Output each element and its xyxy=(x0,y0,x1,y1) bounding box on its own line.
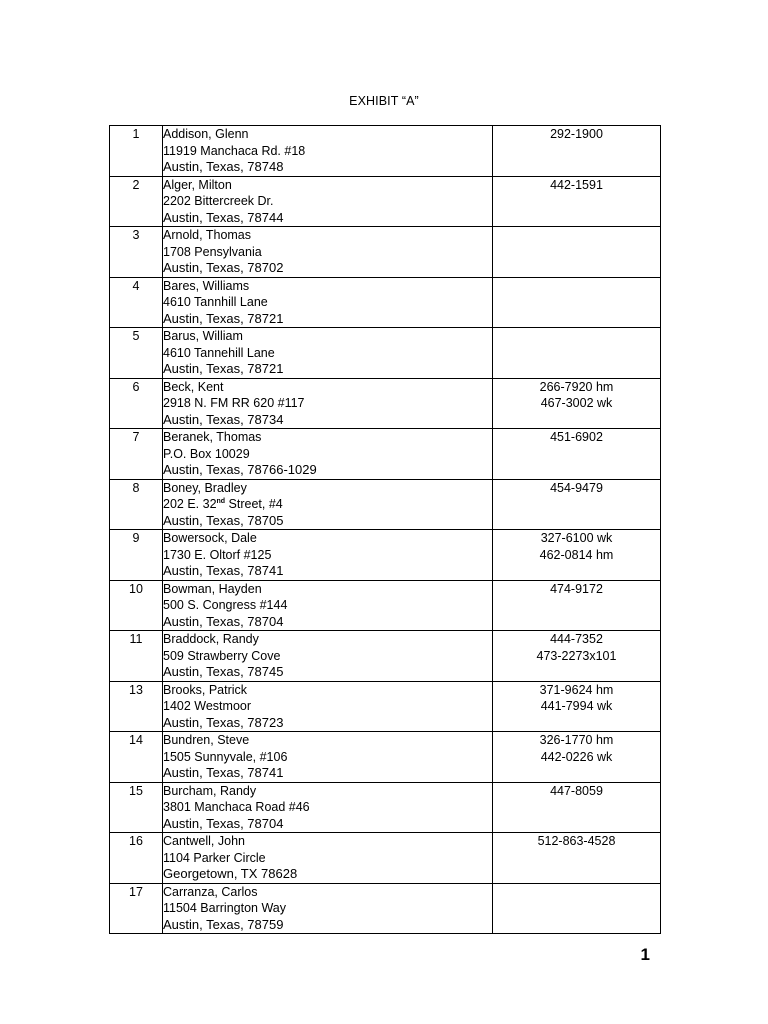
contact-city: Austin, Texas, 78744 xyxy=(163,209,284,225)
row-number: 13 xyxy=(110,681,163,732)
contact-address: 1402 Westmoor xyxy=(163,699,252,713)
exhibit-table-body xyxy=(110,126,661,934)
phone-cell xyxy=(493,631,661,682)
phone-number: 467-3002 wk xyxy=(540,396,613,410)
phone-cell xyxy=(493,732,661,783)
phone-cell xyxy=(493,429,661,480)
contact-info-cell xyxy=(163,732,493,783)
contact-info-cell xyxy=(163,883,493,934)
contact-city: Austin, Texas, 78721 xyxy=(163,310,284,326)
contact-name: Bowersock, Dale xyxy=(163,531,257,545)
phone-number: 447-8059 xyxy=(550,783,603,798)
table-row xyxy=(110,378,661,429)
contact-name: Bares, Williams xyxy=(163,278,250,293)
contact-city: Austin, Texas, 78766-1029 xyxy=(163,462,317,477)
phone-cell xyxy=(493,883,661,934)
contact-address: P.O. Box 10029 xyxy=(163,446,250,461)
phone-cell xyxy=(493,833,661,884)
row-number: 11 xyxy=(110,631,163,682)
phone-number: 454-9479 xyxy=(550,480,603,495)
table-row xyxy=(110,530,661,581)
contact-info-cell xyxy=(163,176,493,227)
exhibit-title: EXHIBIT “A” xyxy=(349,94,419,108)
contact-info-cell xyxy=(163,530,493,581)
contact-address xyxy=(163,496,492,513)
contact-info-cell xyxy=(163,580,493,631)
phone-number: 474-9172 xyxy=(550,581,603,596)
phone-cell xyxy=(493,782,661,833)
contact-address: 11919 Manchaca Rd. #18 xyxy=(163,143,306,158)
row-number: 3 xyxy=(110,227,163,278)
phone-cell xyxy=(493,378,661,429)
contact-address: 3801 Manchaca Road #46 xyxy=(163,800,310,814)
contact-city: Georgetown, TX 78628 xyxy=(163,866,298,881)
phone-number: 442-0226 wk xyxy=(540,749,613,764)
contact-info-cell xyxy=(163,782,493,833)
contact-name: Burcham, Randy xyxy=(163,783,257,798)
contact-city: Austin, Texas, 78721 xyxy=(163,361,284,376)
phone-cell xyxy=(493,227,661,278)
contact-info-cell xyxy=(163,227,493,278)
row-number: 16 xyxy=(110,833,163,884)
contact-name: Alger, Milton xyxy=(163,177,232,192)
phone-number: 327-6100 wk xyxy=(540,531,613,545)
table-row xyxy=(110,277,661,328)
contact-city: Austin, Texas, 78704 xyxy=(163,815,284,831)
phone-cell xyxy=(493,328,661,379)
table-row xyxy=(110,479,661,530)
contact-info-cell xyxy=(163,833,493,884)
contact-info-cell xyxy=(163,681,493,732)
contact-info-cell xyxy=(163,479,493,530)
phone-number: 326-1770 hm xyxy=(539,733,614,747)
contact-address: 1730 E. Oltorf #125 xyxy=(163,547,272,562)
contact-info-cell xyxy=(163,126,493,177)
phone-number: 441-7994 wk xyxy=(540,699,613,713)
phone-cell xyxy=(493,580,661,631)
contact-name: Boney, Bradley xyxy=(163,480,247,495)
contact-address: 1505 Sunnyvale, #106 xyxy=(163,749,288,764)
contact-name: Arnold, Thomas xyxy=(163,228,252,242)
contact-info-cell xyxy=(163,328,493,379)
contact-name: Carranza, Carlos xyxy=(163,884,258,899)
contact-info-cell xyxy=(163,631,493,682)
contact-city: Austin, Texas, 78748 xyxy=(163,159,284,174)
phone-number: 292-1900 xyxy=(550,127,603,141)
phone-cell xyxy=(493,530,661,581)
contact-address: 2202 Bittercreek Dr. xyxy=(163,194,274,208)
row-number: 9 xyxy=(110,530,163,581)
table-row xyxy=(110,883,661,934)
row-number: 10 xyxy=(110,580,163,631)
table-row xyxy=(110,681,661,732)
row-number: 4 xyxy=(110,277,163,328)
contact-address: 4610 Tannehill Lane xyxy=(163,345,275,360)
contact-name: Barus, William xyxy=(163,329,243,343)
contact-address: 1104 Parker Circle xyxy=(163,850,266,865)
contact-city: Austin, Texas, 78705 xyxy=(163,512,284,528)
contact-address: 1708 Pensylvania xyxy=(163,244,262,259)
contact-address: 4610 Tannhill Lane xyxy=(163,295,268,309)
contact-info-cell xyxy=(163,429,493,480)
phone-number: 473-2273x101 xyxy=(536,648,617,663)
address-ordinal-suffix: nd xyxy=(216,497,226,505)
contact-name: Braddock, Randy xyxy=(163,632,259,646)
contact-city: Austin, Texas, 78741 xyxy=(163,765,284,780)
contact-city: Austin, Texas, 78723 xyxy=(163,714,284,730)
table-row xyxy=(110,580,661,631)
table-row xyxy=(110,227,661,278)
phone-number: 462-0814 hm xyxy=(539,547,614,562)
phone-number: 371-9624 hm xyxy=(539,682,614,697)
phone-number: 451-6902 xyxy=(550,430,603,444)
contact-city: Austin, Texas, 78745 xyxy=(163,664,284,679)
contact-address: 11504 Barrington Way xyxy=(163,901,286,915)
exhibit-table xyxy=(109,125,661,934)
contact-city: Austin, Texas, 78759 xyxy=(163,916,284,932)
table-row xyxy=(110,732,661,783)
phone-cell xyxy=(493,126,661,177)
contact-info-cell xyxy=(163,277,493,328)
contact-info-cell xyxy=(163,378,493,429)
table-row xyxy=(110,176,661,227)
row-number: 15 xyxy=(110,782,163,833)
contact-name: Bowman, Hayden xyxy=(163,581,262,596)
address-text-tail: Street, #4 xyxy=(225,497,283,511)
phone-number: 512-863-4528 xyxy=(537,834,616,848)
contact-name: Beck, Kent xyxy=(163,379,224,394)
row-number: 8 xyxy=(110,479,163,530)
contact-address: 500 S. Congress #144 xyxy=(163,598,288,612)
contact-city: Austin, Texas, 78704 xyxy=(163,613,284,629)
phone-number: 266-7920 hm xyxy=(539,379,614,394)
contact-city: Austin, Texas, 78734 xyxy=(163,411,284,427)
contact-name: Addison, Glenn xyxy=(163,127,249,141)
table-row xyxy=(110,328,661,379)
row-number: 1 xyxy=(110,126,163,177)
row-number: 6 xyxy=(110,378,163,429)
row-number: 5 xyxy=(110,328,163,379)
contact-name: Beranek, Thomas xyxy=(163,430,262,444)
row-number: 14 xyxy=(110,732,163,783)
row-number: 2 xyxy=(110,176,163,227)
phone-cell xyxy=(493,176,661,227)
contact-city: Austin, Texas, 78702 xyxy=(163,260,284,275)
table-row xyxy=(110,429,661,480)
table-row xyxy=(110,833,661,884)
table-row xyxy=(110,126,661,177)
contact-address: 509 Strawberry Cove xyxy=(163,648,281,663)
contact-name: Bundren, Steve xyxy=(163,733,250,747)
phone-cell xyxy=(493,277,661,328)
phone-cell xyxy=(493,681,661,732)
page-number: 1 xyxy=(640,945,650,964)
phone-number: 442-1591 xyxy=(550,177,603,192)
phone-cell xyxy=(493,479,661,530)
row-number: 17 xyxy=(110,883,163,934)
address-text: 202 E. 32 xyxy=(163,497,217,511)
contact-address: 2918 N. FM RR 620 #117 xyxy=(163,396,305,410)
table-row xyxy=(110,631,661,682)
row-number: 7 xyxy=(110,429,163,480)
contact-name: Brooks, Patrick xyxy=(163,682,248,697)
contact-city: Austin, Texas, 78741 xyxy=(163,563,284,578)
table-row xyxy=(110,782,661,833)
phone-number: 444-7352 xyxy=(550,632,603,646)
contact-name: Cantwell, John xyxy=(163,834,245,848)
